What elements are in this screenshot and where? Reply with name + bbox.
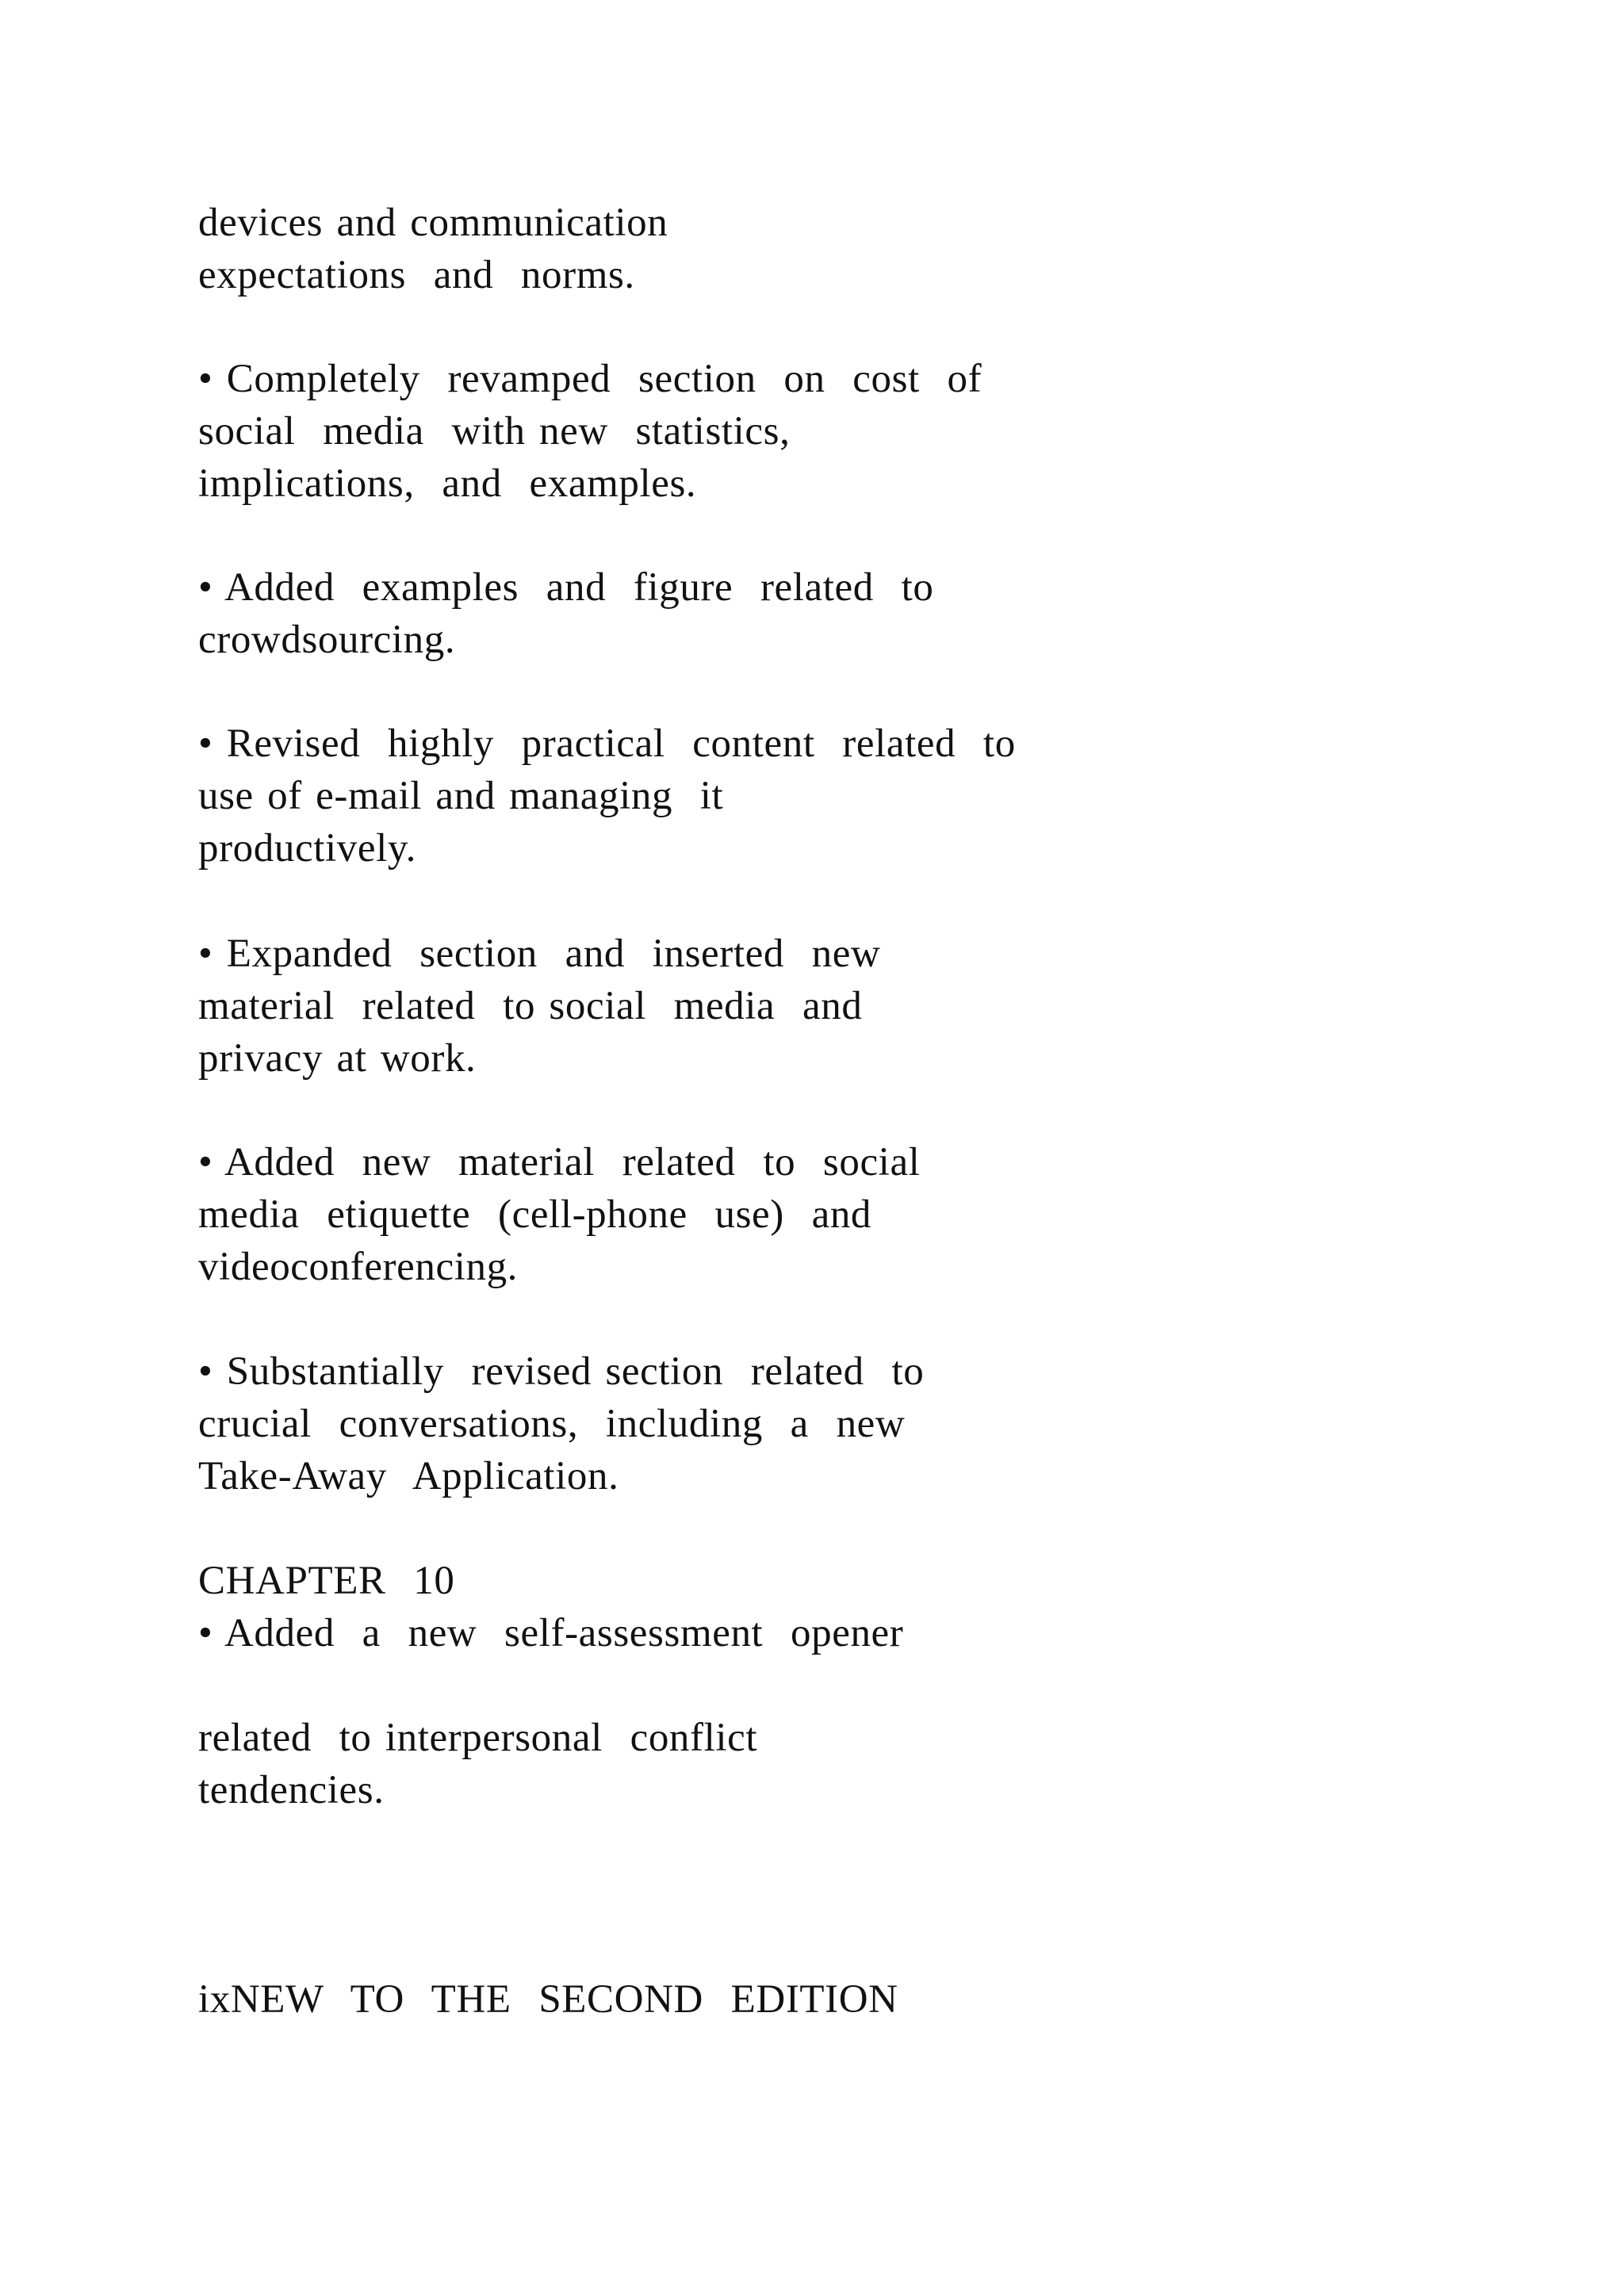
bullet-crowdsourcing-line: • Added examples and figure related to <box>198 565 934 610</box>
bullet-cost-of-social-media-line: • Completely revamped section on cost of <box>198 357 982 401</box>
bullet-crucial-conversations-line: Take-Away Application. <box>198 1454 619 1498</box>
bullet-etiquette-line: videoconferencing. <box>198 1245 519 1289</box>
intro-line: expectations and norms. <box>198 253 635 297</box>
bullet-crucial-conversations-line: • Substantially revised section related to <box>198 1349 925 1394</box>
bullet-email-line: productively. <box>198 826 417 871</box>
bullet-cost-of-social-media-line: implications, and examples. <box>198 461 697 506</box>
chapter-bullet-line: • Added a new self-assessment opener <box>198 1611 904 1655</box>
intro-line: devices and communication <box>198 201 668 245</box>
bullet-privacy-line: privacy at work. <box>198 1036 477 1081</box>
bullet-privacy-line: material related to social media and <box>198 984 863 1028</box>
bullet-cost-of-social-media-line: social media with new statistics, <box>198 409 791 453</box>
chapter-heading: CHAPTER 10 <box>198 1559 455 1603</box>
bullet-etiquette-line: • Added new material related to social <box>198 1140 921 1184</box>
bullet-email-line: use of e-mail and managing it <box>198 774 724 818</box>
bullet-crucial-conversations-line: crucial conversations, including a new <box>198 1402 906 1446</box>
bullet-privacy-line: • Expanded section and inserted new <box>198 932 881 976</box>
chapter-continuation-line: tendencies. <box>198 1768 385 1812</box>
bullet-email-line: • Revised highly practical content related to <box>198 721 1016 766</box>
bullet-crowdsourcing-line: crowdsourcing. <box>198 618 456 662</box>
bullet-etiquette-line: media etiquette (cell-phone use) and <box>198 1192 872 1237</box>
running-footer: ixNEW TO THE SECOND EDITION <box>198 1977 898 2022</box>
chapter-continuation-line: related to interpersonal conflict <box>198 1716 758 1760</box>
